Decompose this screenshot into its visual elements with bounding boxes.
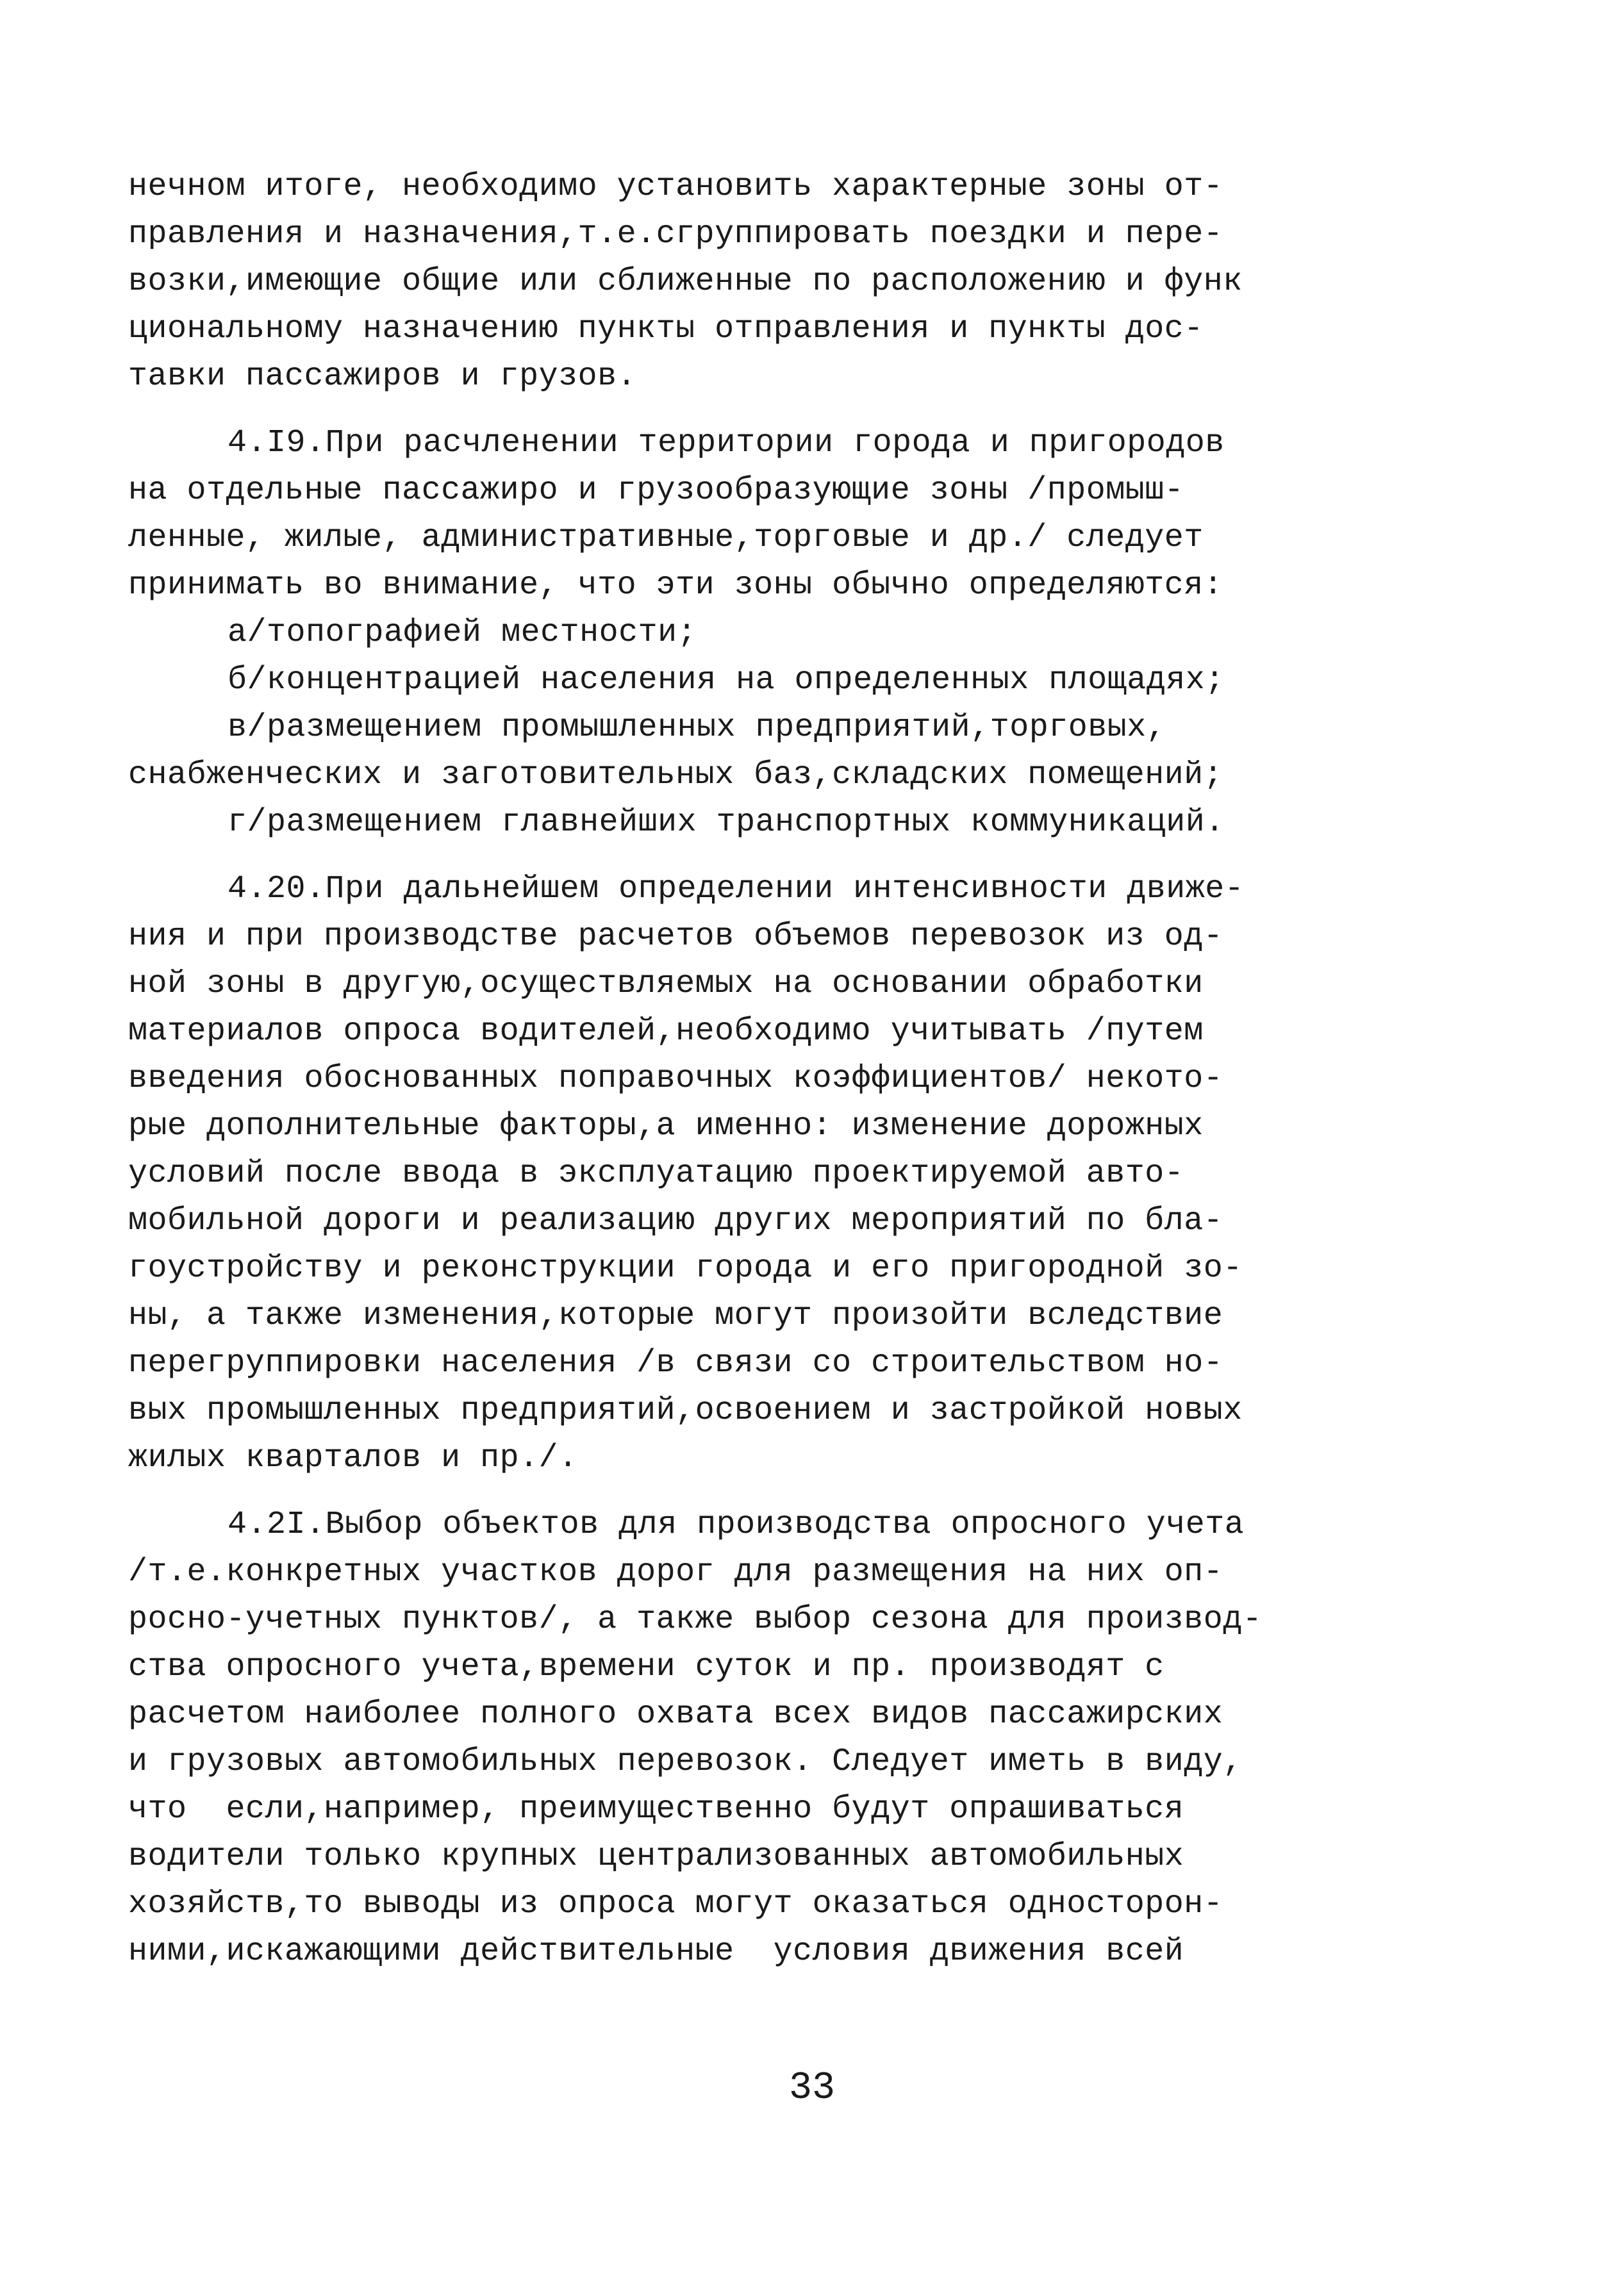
page-number: 33 bbox=[788, 2067, 835, 2110]
text-line: гоустройству и реконструкции города и его пригородной зо- bbox=[128, 1250, 1243, 1287]
text-line: возки,имеющие общие или сближенные по расположению и функ bbox=[128, 263, 1243, 300]
list-item-b: б/концентрацией населения на определенных площадях; bbox=[228, 662, 1225, 698]
text-line: введения обоснованных поправочных коэффициентов/ некото- bbox=[128, 1061, 1223, 1097]
text-line: снабженческих и заготовительных баз,складских помещений; bbox=[128, 757, 1223, 793]
text-line: ленные, жилые, административные,торговые и др./ следует bbox=[128, 520, 1204, 556]
text-line: водители только крупных централизованных автомобильных bbox=[128, 1838, 1184, 1875]
text-line: и грузовых автомобильных перевозок. Следует иметь в виду, bbox=[128, 1744, 1243, 1780]
body-text bbox=[128, 163, 1314, 1976]
text-line: материалов опроса водителей,необходимо учитывать /путем bbox=[128, 1013, 1204, 1050]
section-4-20-heading-line: 4.20.При дальнейшем определении интенсивности движе- bbox=[228, 871, 1245, 907]
text-line: перегруппировки населения /в связи со строительством но- bbox=[128, 1345, 1223, 1382]
section-4-21-heading-line: 4.2I.Выбор объектов для производства опросного учета bbox=[228, 1507, 1245, 1543]
text-line: /т.е.конкретных участков дорог для размещения на них оп- bbox=[128, 1554, 1223, 1590]
text-line: принимать во внимание, что эти зоны обычно определяются: bbox=[128, 567, 1223, 604]
text-line: циональному назначению пункты отправления и пункты дос- bbox=[128, 311, 1204, 347]
text-line: росно-учетных пунктов/, а также выбор сезона для производ- bbox=[128, 1601, 1263, 1638]
text-line: жилых кварталов и пр./. bbox=[128, 1440, 578, 1476]
text-line: хозяйств,то выводы из опроса могут оказаться односторон- bbox=[128, 1886, 1223, 1922]
text-line: ними,искажающими действительные условия движения всей bbox=[128, 1933, 1184, 1970]
text-line: расчетом наиболее полного охвата всех видов пассажирских bbox=[128, 1696, 1223, 1733]
text-line: ной зоны в другую,осуществляемых на основании обработки bbox=[128, 966, 1204, 1002]
text-line: тавки пассажиров и грузов. bbox=[128, 358, 637, 395]
list-item-a: а/топографией местности; bbox=[228, 615, 697, 651]
text-line: нечном итоге, необходимо установить характерные зоны от- bbox=[128, 169, 1223, 205]
text-line: ны, а также изменения,которые могут произойти вследствие bbox=[128, 1298, 1223, 1334]
text-line: на отдельные пассажиро и грузообразующие зоны /промыш- bbox=[128, 472, 1184, 509]
section-4-19-heading-line: 4.I9.При расчленении территории города и пригородов bbox=[228, 425, 1225, 461]
text-line: правления и назначения,т.е.сгруппировать поездки и пере- bbox=[128, 216, 1223, 252]
text-line: ства опросного учета,времени суток и пр. производят с bbox=[128, 1649, 1164, 1685]
text-line: ния и при производстве расчетов объемов перевозок из од- bbox=[128, 918, 1223, 955]
text-line: вых промышленных предприятий,освоением и застройкой новых bbox=[128, 1392, 1243, 1429]
text-line: условий после ввода в эксплуатацию проектируемой авто- bbox=[128, 1155, 1184, 1192]
list-item-v: в/размещением промышленных предприятий,торговых, bbox=[228, 709, 1166, 746]
text-line: мобильной дороги и реализацию других мероприятий по бла- bbox=[128, 1203, 1223, 1239]
list-item-g: г/размещением главнейших транспортных коммуникаций. bbox=[228, 804, 1225, 841]
text-line: что если,например, преимущественно будут опрашиваться bbox=[128, 1791, 1184, 1828]
text-line: рые дополнительные факторы,а именно: изменение дорожных bbox=[128, 1108, 1204, 1144]
